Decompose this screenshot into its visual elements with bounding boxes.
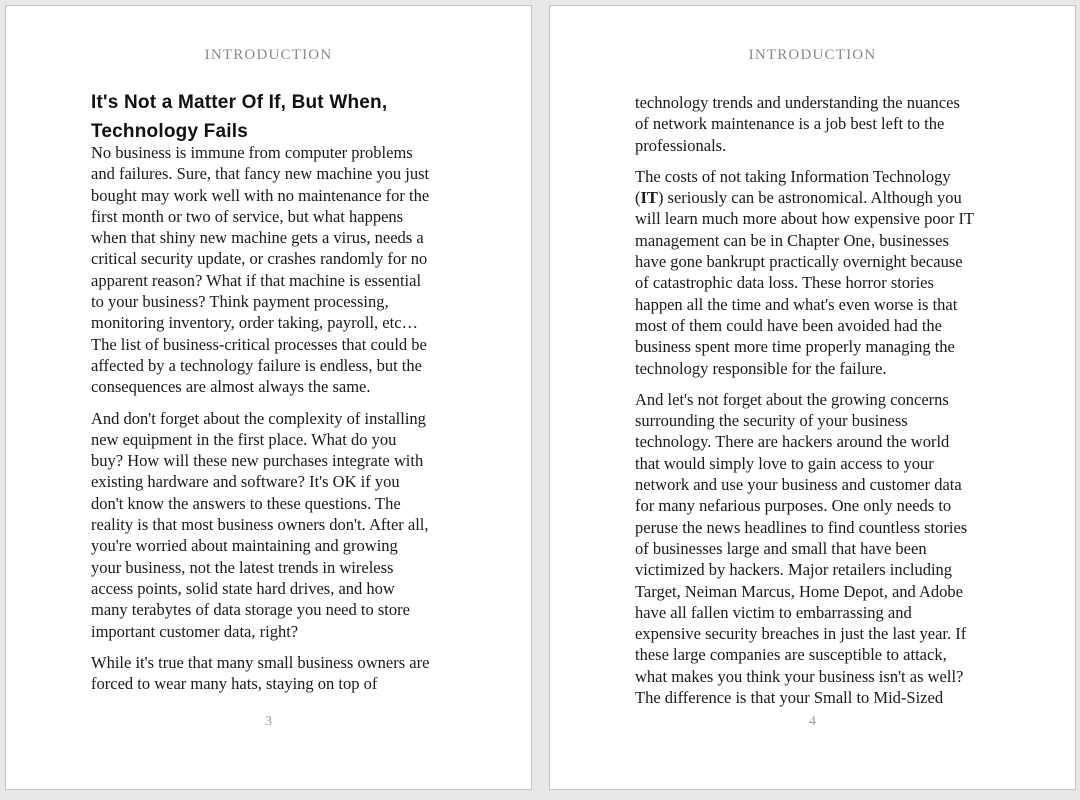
running-head: INTRODUCTION — [748, 47, 877, 63]
running-head: INTRODUCTION — [204, 47, 333, 63]
paragraph: The costs of not taking Information Technology (IT) seriously can be astronomical. Although you will learn much more about how expensive poor IT management can be in Chapter One, businesses have gone bankrupt practically overnight because of catastrophic data loss. These horror stories happen all the time and what's even worse is that most of them could have been avoided had the business spent more time properly managing the technology responsible for the failure. — [635, 166, 975, 378]
page-number: 4 — [809, 714, 816, 729]
paragraph: And don't forget about the complexity of installing new equipment in the first place. What do you buy? How will these new purchases integrate with existing hardware and software? It's OK if you don't know the answers to these questions. The reality is that most business owners don't. After all, you're worried about maintaining and growing your business, not the latest trends in wireless access points, solid state hard drives, and how many terabytes of data storage you need to store important customer data, right? — [91, 408, 429, 641]
page-body — [91, 142, 429, 704]
page-body — [635, 92, 974, 718]
page-right — [549, 5, 1076, 790]
paragraph: technology trends and understanding the nuances of network maintenance is a job best left to the professionals. — [635, 93, 960, 155]
paragraph: No business is immune from computer problems and failures. Sure, that fancy new machine you just bought may work well with no maintenance for the first month or two of service, but what happens when that shiny new machine gets a virus, needs a critical security update, or crashes randomly for no apparent reason? What if that machine is essential to your business? Think payment processing, monitoring inventory, order taking, payroll, etc… The list of business-critical processes that could be affected by a technology failure is endless, but the consequences are almost always the same. — [91, 143, 430, 397]
chapter-heading: It's Not a Matter Of If, But When, Technology Fails — [91, 92, 388, 142]
paragraph: And let's not forget about the growing concerns surrounding the security of your business technology. There are hackers around the world that would simply love to gain access to your network and use your business and customer data for many nefarious purposes. One only needs to peruse the news headlines to find countless stories of businesses large and small that have been victimized by hackers. Major retailers including Target, Neiman Marcus, Home Depot, and Adobe have all fallen victim to embarrassing and expensive security breaches in just the last year. If these large companies are susceptible to attack, what makes you think your business isn't as well? The difference is that your Small to Mid-Sized — [635, 389, 968, 708]
page-left — [5, 5, 532, 790]
page-number: 3 — [265, 714, 272, 729]
paragraph: While it's true that many small business owners are forced to wear many hats, staying on top of — [91, 652, 430, 694]
